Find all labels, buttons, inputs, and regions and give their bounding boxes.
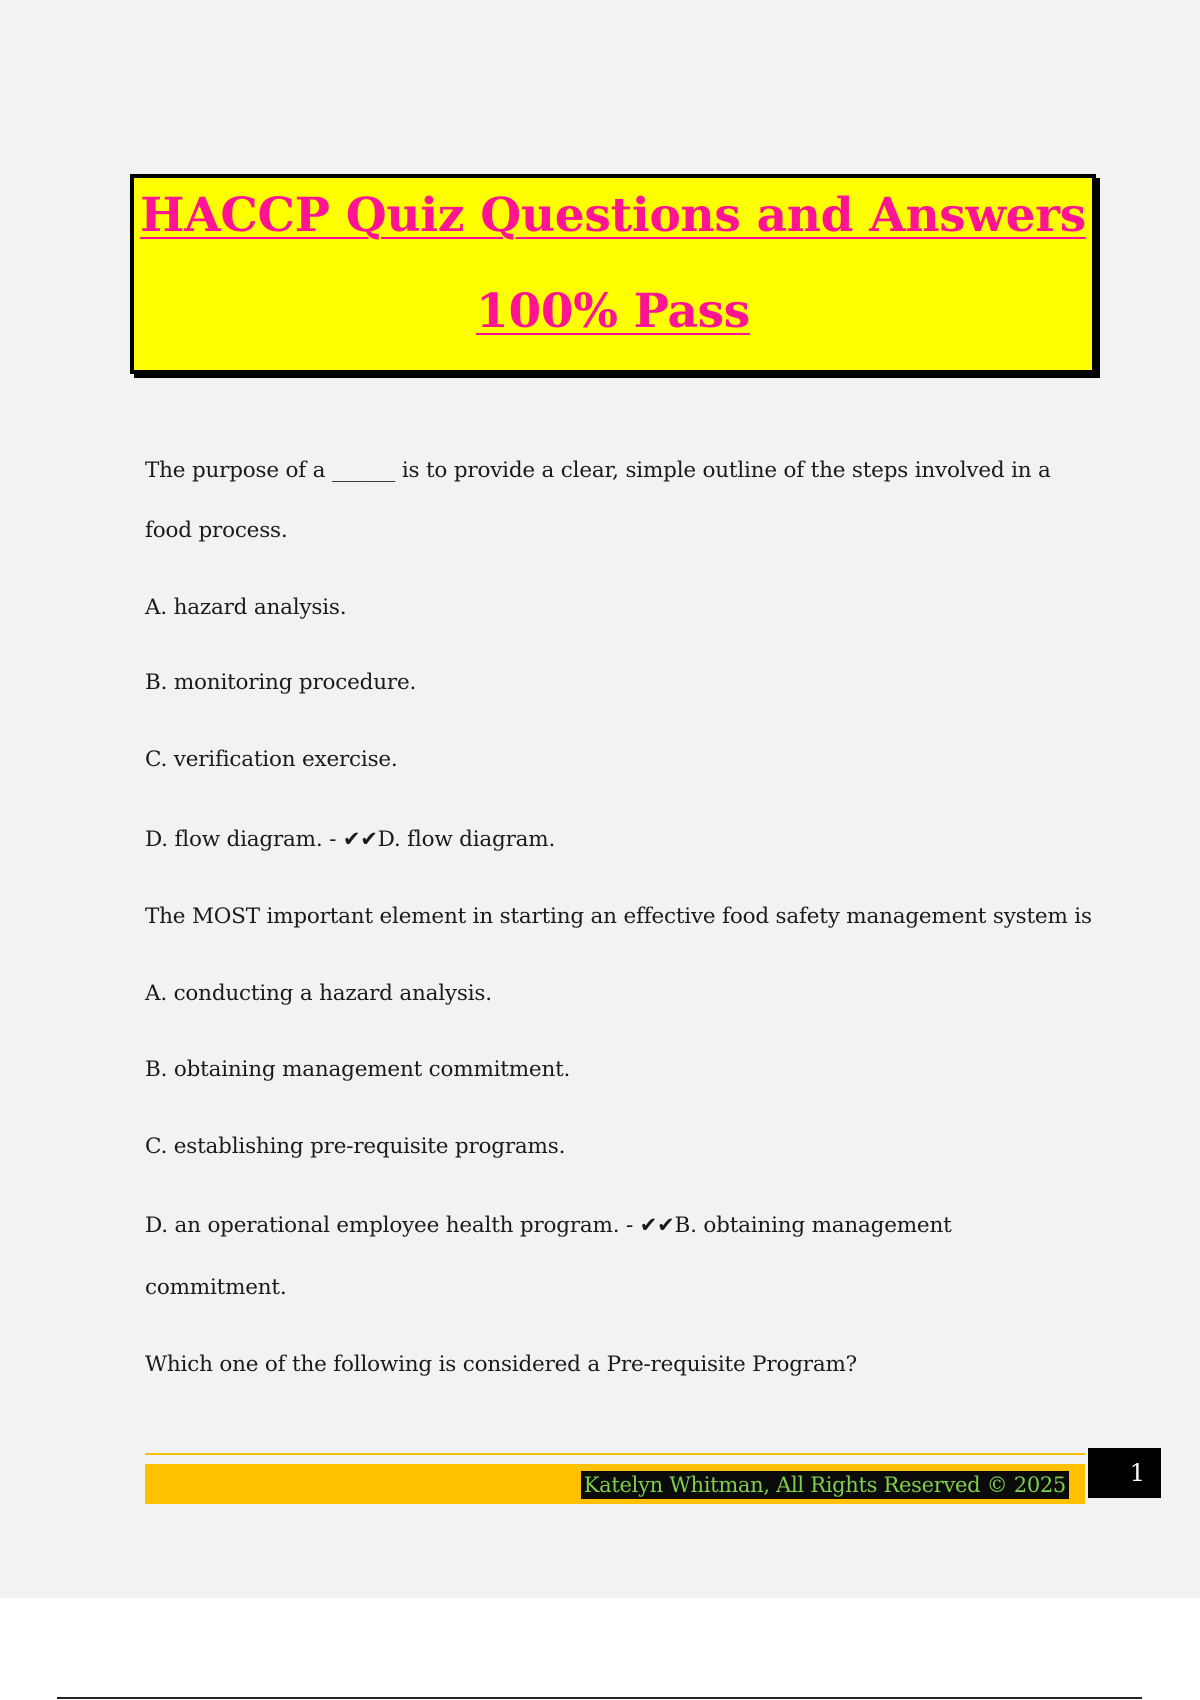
footer-divider bbox=[145, 1453, 1085, 1455]
question-2-option-d-answer bbox=[145, 1213, 952, 1238]
title-line-1: HACCP Quiz Questions and Answers bbox=[140, 188, 1086, 243]
checkmark-icon: ✔✔ bbox=[342, 827, 378, 851]
page-number: 1 bbox=[1088, 1448, 1161, 1498]
title-banner bbox=[130, 174, 1096, 374]
answer-text: B. obtaining management bbox=[674, 1213, 952, 1238]
option-d-text: D. flow diagram. - bbox=[145, 827, 343, 852]
question-2-option-c: C. establishing pre-requisite programs. bbox=[145, 1134, 566, 1159]
question-1-option-a: A. hazard analysis. bbox=[145, 595, 347, 620]
footer-bar bbox=[145, 1464, 1085, 1504]
page-bottom-divider bbox=[57, 1697, 1142, 1699]
question-2-option-b: B. obtaining management commitment. bbox=[145, 1057, 571, 1082]
question-1-option-d-answer bbox=[145, 827, 555, 852]
copyright-text: Katelyn Whitman, All Rights Reserved © 2025 bbox=[581, 1471, 1069, 1499]
question-1-text-cont: food process. bbox=[145, 518, 288, 543]
question-3-text: Which one of the following is considered a Pre-requisite Program? bbox=[145, 1352, 858, 1377]
question-2-text: The MOST important element in starting an effective food safety management system is bbox=[145, 904, 1092, 929]
answer-text: D. flow diagram. bbox=[377, 827, 556, 852]
question-2-option-a: A. conducting a hazard analysis. bbox=[145, 981, 492, 1006]
title-line-2: 100% Pass bbox=[476, 284, 750, 339]
option-d-text: D. an operational employee health program. - bbox=[145, 1213, 640, 1238]
question-1-option-c: C. verification exercise. bbox=[145, 747, 398, 772]
question-2-answer-cont: commitment. bbox=[145, 1275, 287, 1300]
question-1-option-b: B. monitoring procedure. bbox=[145, 670, 417, 695]
question-1-text: The purpose of a ______ is to provide a clear, simple outline of the steps involved in a bbox=[145, 458, 1051, 483]
checkmark-icon: ✔✔ bbox=[639, 1213, 675, 1237]
